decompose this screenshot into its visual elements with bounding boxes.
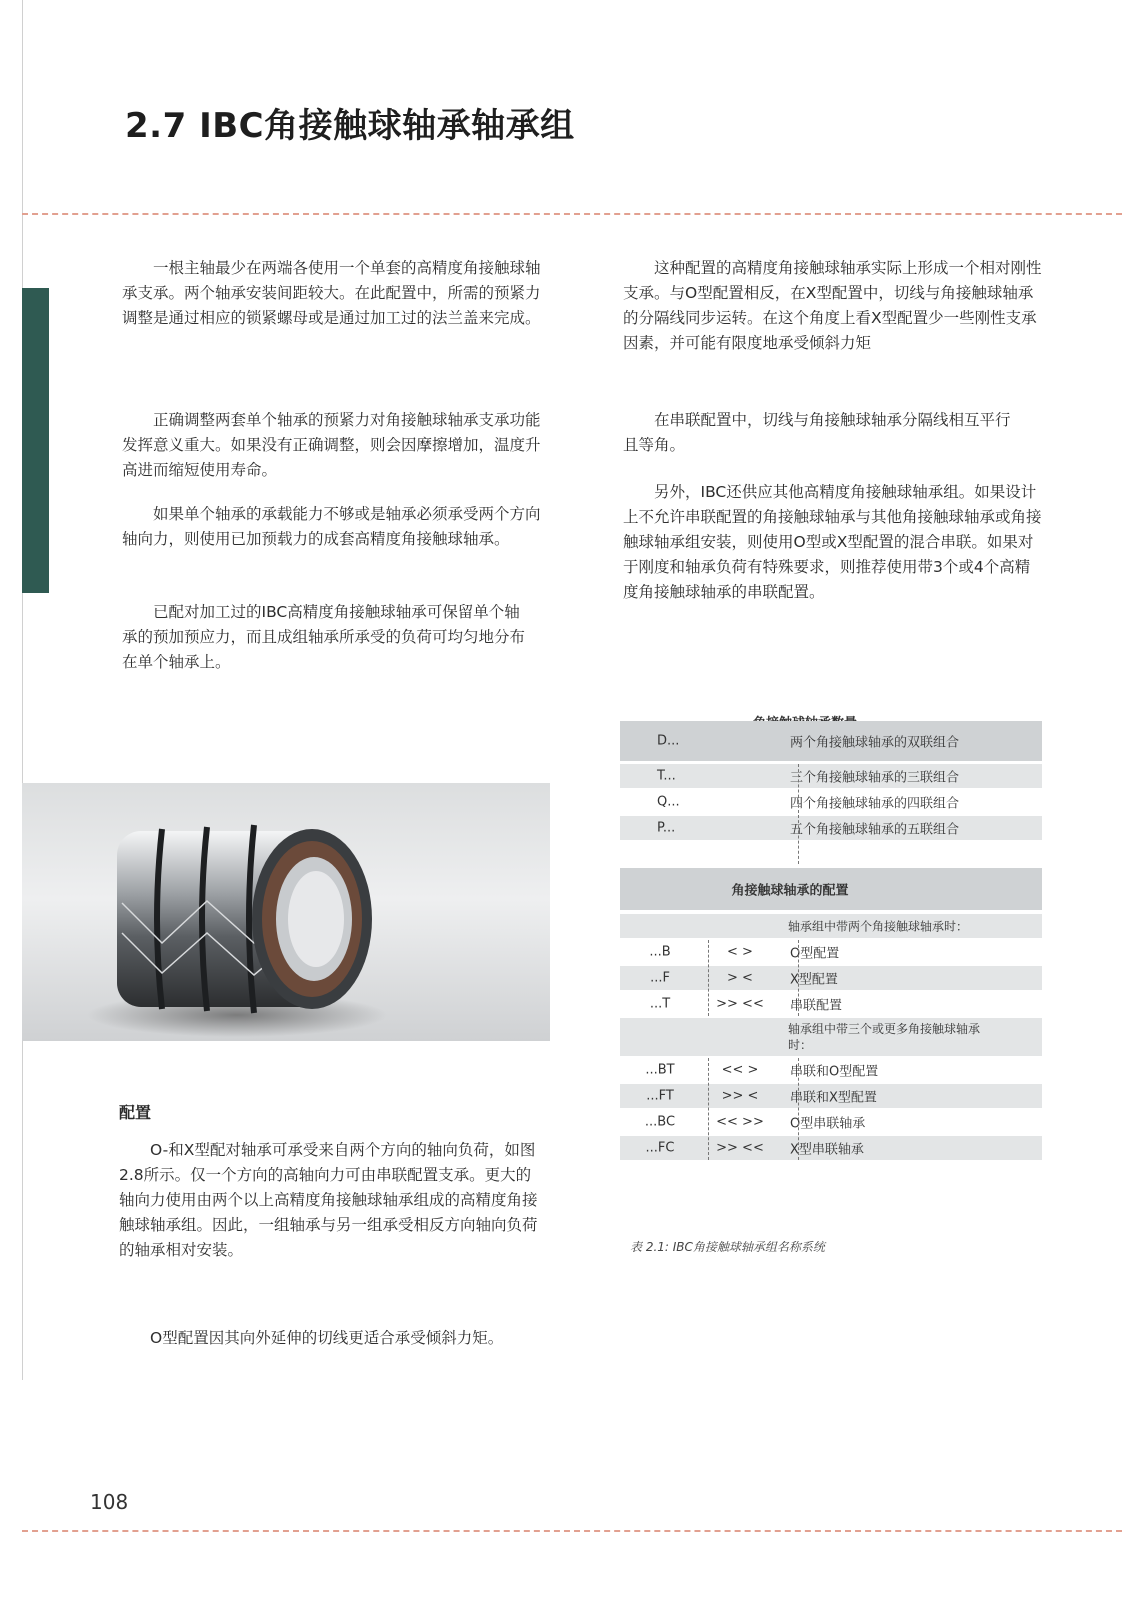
group2-header-row <box>620 914 1042 938</box>
row-code: P... <box>657 820 676 836</box>
group3-header-line1: 轴承组中带三个或更多角接触球轴承 <box>788 1022 981 1036</box>
page-edge-line <box>22 0 23 1380</box>
top-divider <box>22 213 1122 215</box>
row-code: ...F <box>650 970 670 986</box>
row-code: Q... <box>657 794 680 810</box>
row-desc: 串联配置 <box>790 998 843 1014</box>
left-paragraph-1: 一根主轴最少在两端各使用一个单套的高精度角接触球轴承支承。两个轴承安装间距较大。在此配置中，所需的预紧力调整是通过相应的锁紧螺母或是通过加工过的法兰盖来完成。 <box>122 259 541 327</box>
table-row <box>620 764 1042 788</box>
bottom-divider <box>22 1530 1122 1532</box>
right-paragraph-1: 这种配置的高精度角接触球轴承实际上形成一个相对刚性支承。与O型配置相反，在X型配置中，切线与角接触球轴承的分隔线同步运转。在这个角度上看X型配置少一些刚性支承因素，并可能有限度地承受倾斜力矩 <box>623 259 1042 352</box>
config-heading: 配置 <box>119 1103 152 1122</box>
row-symbol: < > <box>727 944 753 960</box>
row-code: ...B <box>649 944 671 960</box>
column-divider <box>708 1058 709 1160</box>
column-divider <box>798 1058 799 1160</box>
row-symbol: >> << <box>716 996 764 1012</box>
section-title: 2.7 IBC角接触球轴承轴承组 <box>125 106 575 146</box>
row-desc: 四个角接触球轴承的四联组合 <box>790 796 960 812</box>
row-desc: 串联和O型配置 <box>790 1064 879 1080</box>
row-symbol: << > <box>721 1062 759 1078</box>
row-code: ...FT <box>646 1088 674 1104</box>
row-desc: 五个角接触球轴承的五联组合 <box>790 822 960 838</box>
right-paragraph-2: 在串联配置中，切线与角接触球轴承分隔线相互平行且等角。 <box>623 411 1011 454</box>
row-code: ...T <box>649 996 671 1012</box>
table-row <box>620 790 1042 814</box>
table-row <box>620 1058 1042 1082</box>
row-symbol: << >> <box>716 1114 764 1130</box>
chapter-tab <box>22 288 49 593</box>
row-symbol: > < <box>727 970 753 986</box>
row-symbol: >> < <box>721 1088 759 1104</box>
left-paragraph-3: 如果单个轴承的承载能力不够或是轴承必须承受两个方向轴向力，则使用已加预载力的成套高精度角接触球轴承。 <box>122 505 541 548</box>
row-code: ...BT <box>645 1062 675 1078</box>
row-code: T... <box>657 768 676 784</box>
row-code: D... <box>657 733 680 749</box>
column-divider <box>798 940 799 1016</box>
row-desc: 两个角接触球轴承的双联组合 <box>790 735 960 751</box>
row-desc: O型配置 <box>790 946 840 962</box>
row-desc: 串联和X型配置 <box>790 1090 877 1106</box>
table-row <box>620 816 1042 840</box>
column-divider <box>798 764 799 864</box>
table-row <box>620 1084 1042 1108</box>
column-divider <box>708 940 709 1016</box>
table-row <box>620 966 1042 990</box>
group3-header-line2: 时： <box>788 1038 813 1052</box>
row-code: ...FC <box>645 1140 675 1156</box>
row-symbol: >> << <box>716 1140 764 1156</box>
table-row <box>620 940 1042 964</box>
table-row <box>620 1136 1042 1160</box>
right-paragraph-3: 另外，IBC还供应其他高精度角接触球轴承组。如果设计上不允许串联配置的角接触球轴承与其他角接触球轴承或角接触球轴承组安装，则使用O型或X型配置的混合串联。如果对于刚度和轴承负荷有特殊要求，则推荐使用带3个或4个高精度角接触球轴承的串联配置。 <box>623 483 1042 601</box>
table-config-title: 角接触球轴承的配置 <box>731 883 849 899</box>
group3-header-row <box>620 1018 1042 1056</box>
group2-header: 轴承组中带两个角接触球轴承时： <box>788 919 969 934</box>
table-row <box>620 992 1042 1016</box>
row-desc: X型配置 <box>790 972 838 988</box>
page-number: 108 <box>90 1490 129 1514</box>
table-row <box>620 1110 1042 1134</box>
config-paragraph-1: O-和X型配对轴承可承受来自两个方向的轴向负荷，如图2.8所示。仅一个方向的高轴向力可由串联配置支承。更大的轴向力使用由两个以上高精度角接触球轴承组成的高精度角接触球轴承组。因此，一组轴承与另一组承受相反方向轴向负荷的轴承相对安装。 <box>119 1141 538 1259</box>
table-config-title-row <box>620 868 1042 910</box>
left-paragraph-4: 已配对加工过的IBC高精度角接触球轴承可保留单个轴承的预加预应力，而且成组轴承所承受的负荷可均匀地分布在单个轴承上。 <box>122 603 526 671</box>
row-desc: X型串联轴承 <box>790 1142 864 1158</box>
row-desc: 三个角接触球轴承的三联组合 <box>790 770 960 786</box>
table-row <box>620 721 1042 761</box>
left-paragraph-2: 正确调整两套单个轴承的预紧力对角接触球轴承支承功能发挥意义重大。如果没有正确调整，则会因摩擦增加，温度升高进而缩短使用寿命。 <box>122 411 541 479</box>
bearing-set-photo <box>22 783 550 1041</box>
row-desc: O型串联轴承 <box>790 1116 866 1132</box>
row-code: ...BC <box>644 1114 676 1130</box>
config-paragraph-2: O型配置因其向外延伸的切线更适合承受倾斜力矩。 <box>150 1329 504 1347</box>
table-caption: 表 2.1: IBC角接触球轴承组名称系统 <box>630 1240 825 1254</box>
